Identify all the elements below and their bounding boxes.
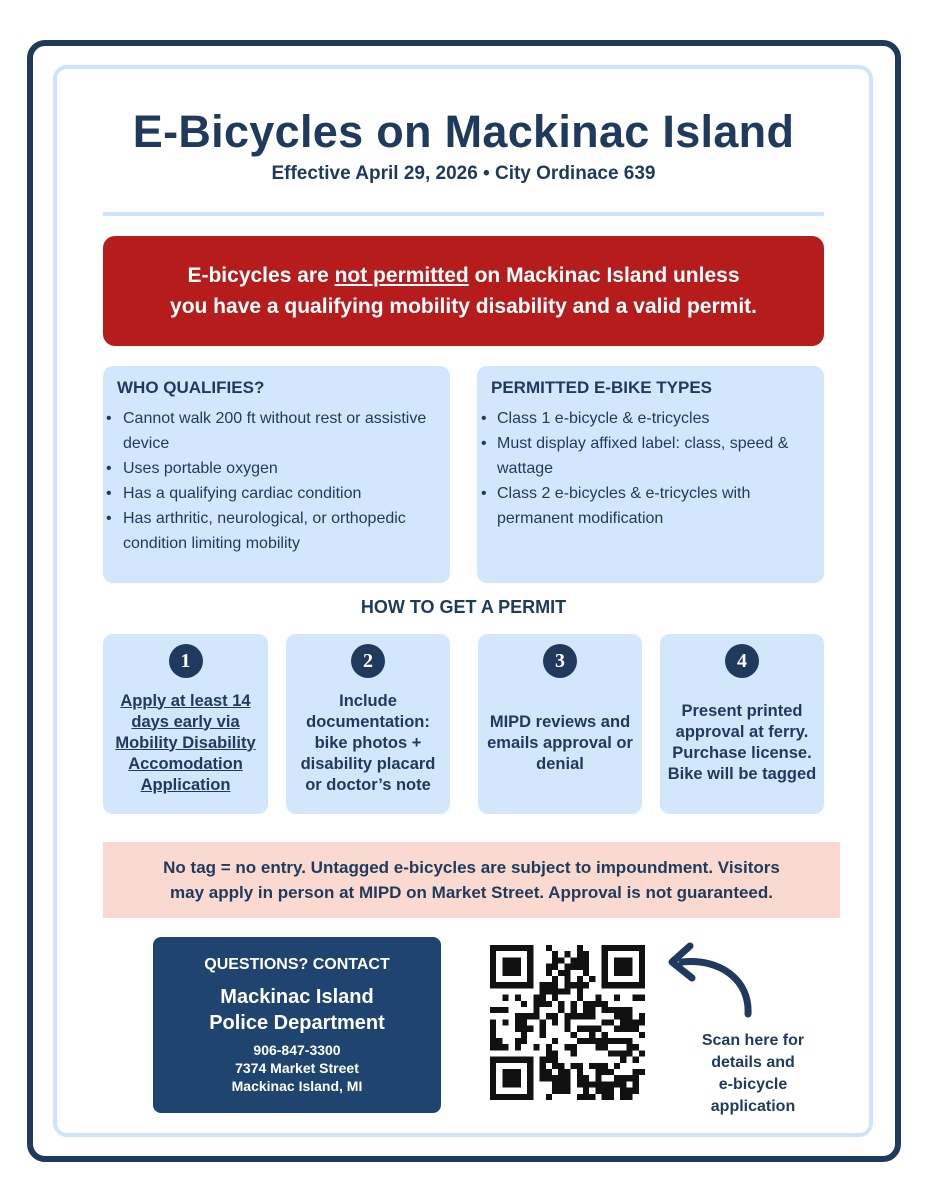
permitted-types-panel <box>477 366 824 583</box>
who-qualifies-heading: WHO QUALIFIES? <box>117 378 265 397</box>
contact-box <box>153 937 441 1113</box>
step-text: Present printed approval at ferry. Purchase license. Bike will be tagged <box>667 702 817 783</box>
qr-code-icon[interactable] <box>490 945 645 1100</box>
page-title: E-Bicycles on Mackinac Island <box>132 106 795 157</box>
warning-emphasis: not permitted <box>334 263 469 287</box>
list-item: • Class 2 e-bicycles & e-tricycles with permanent modification <box>497 481 827 531</box>
scan-instructions <box>678 1030 828 1118</box>
step-text: MIPD reviews and emails approval or denial <box>487 712 633 773</box>
step-text: Include documentation: bike photos + disability placard or doctor’s note <box>300 691 436 794</box>
contact-phone[interactable]: 906-847-3300 <box>253 1042 341 1058</box>
warning-line-1 <box>103 260 824 292</box>
application-link[interactable]: Apply at least 14 days early via Mobility Disability Accomodation Application <box>115 691 256 794</box>
warning-banner <box>103 236 824 346</box>
warning-text: on Mackinac Island unless <box>468 263 740 287</box>
list-item: • Has a qualifying cardiac condition <box>123 481 453 506</box>
curved-arrow-icon <box>660 940 770 1030</box>
step-number-badge: 2 <box>351 644 385 678</box>
list-item: • Cannot walk 200 ft without rest or assistive device <box>123 406 453 456</box>
page-subtitle: Effective April 29, 2026 • City Ordinace 639 <box>271 163 656 184</box>
notice-line-1: No tag = no entry. Untagged e-bicycles are subject to impoundment. Visitors <box>163 858 780 877</box>
step-number-badge: 4 <box>725 644 759 678</box>
permitted-types-heading: PERMITTED E-BIKE TYPES <box>491 378 713 397</box>
step-2-card <box>286 634 450 814</box>
list-item: • Uses portable oxygen <box>123 456 453 481</box>
permitted-types-list <box>477 406 827 531</box>
contact-city: Mackinac Island, MI <box>231 1078 363 1094</box>
step-number-badge: 1 <box>169 644 203 678</box>
who-qualifies-panel <box>103 366 450 583</box>
step-4-card <box>660 634 824 814</box>
scan-line: details and <box>711 1054 795 1071</box>
warning-text: E-bicycles are <box>187 263 335 287</box>
step-number-badge: 3 <box>543 644 577 678</box>
notice-line-2: may apply in person at MIPD on Market Street. Approval is not guaranteed. <box>170 883 773 902</box>
scan-line: e-bicycle <box>718 1076 788 1093</box>
contact-org-line: Police Department <box>209 1012 385 1034</box>
contact-heading: QUESTIONS? CONTACT <box>204 956 390 973</box>
scan-line: Scan here for <box>701 1032 805 1049</box>
list-item: • Must display affixed label: class, speed & wattage <box>497 431 827 481</box>
divider <box>103 212 824 216</box>
contact-organization <box>153 984 441 1036</box>
step-3-card <box>478 634 642 814</box>
who-qualifies-list <box>103 406 453 556</box>
list-item: • Has arthritic, neurological, or orthopedic condition limiting mobility <box>123 506 453 556</box>
list-item: • Class 1 e-bicycle & e-tricycles <box>497 406 827 431</box>
how-to-heading: HOW TO GET A PERMIT <box>360 597 567 617</box>
step-1-card <box>103 634 268 814</box>
contact-org-line: Mackinac Island <box>220 986 374 1008</box>
warning-line-2: you have a qualifying mobility disability and a valid permit. <box>170 295 757 318</box>
contact-street: 7374 Market Street <box>235 1060 359 1076</box>
contact-details <box>153 1041 441 1095</box>
notice-banner <box>103 842 840 918</box>
scan-line: application <box>710 1098 796 1115</box>
